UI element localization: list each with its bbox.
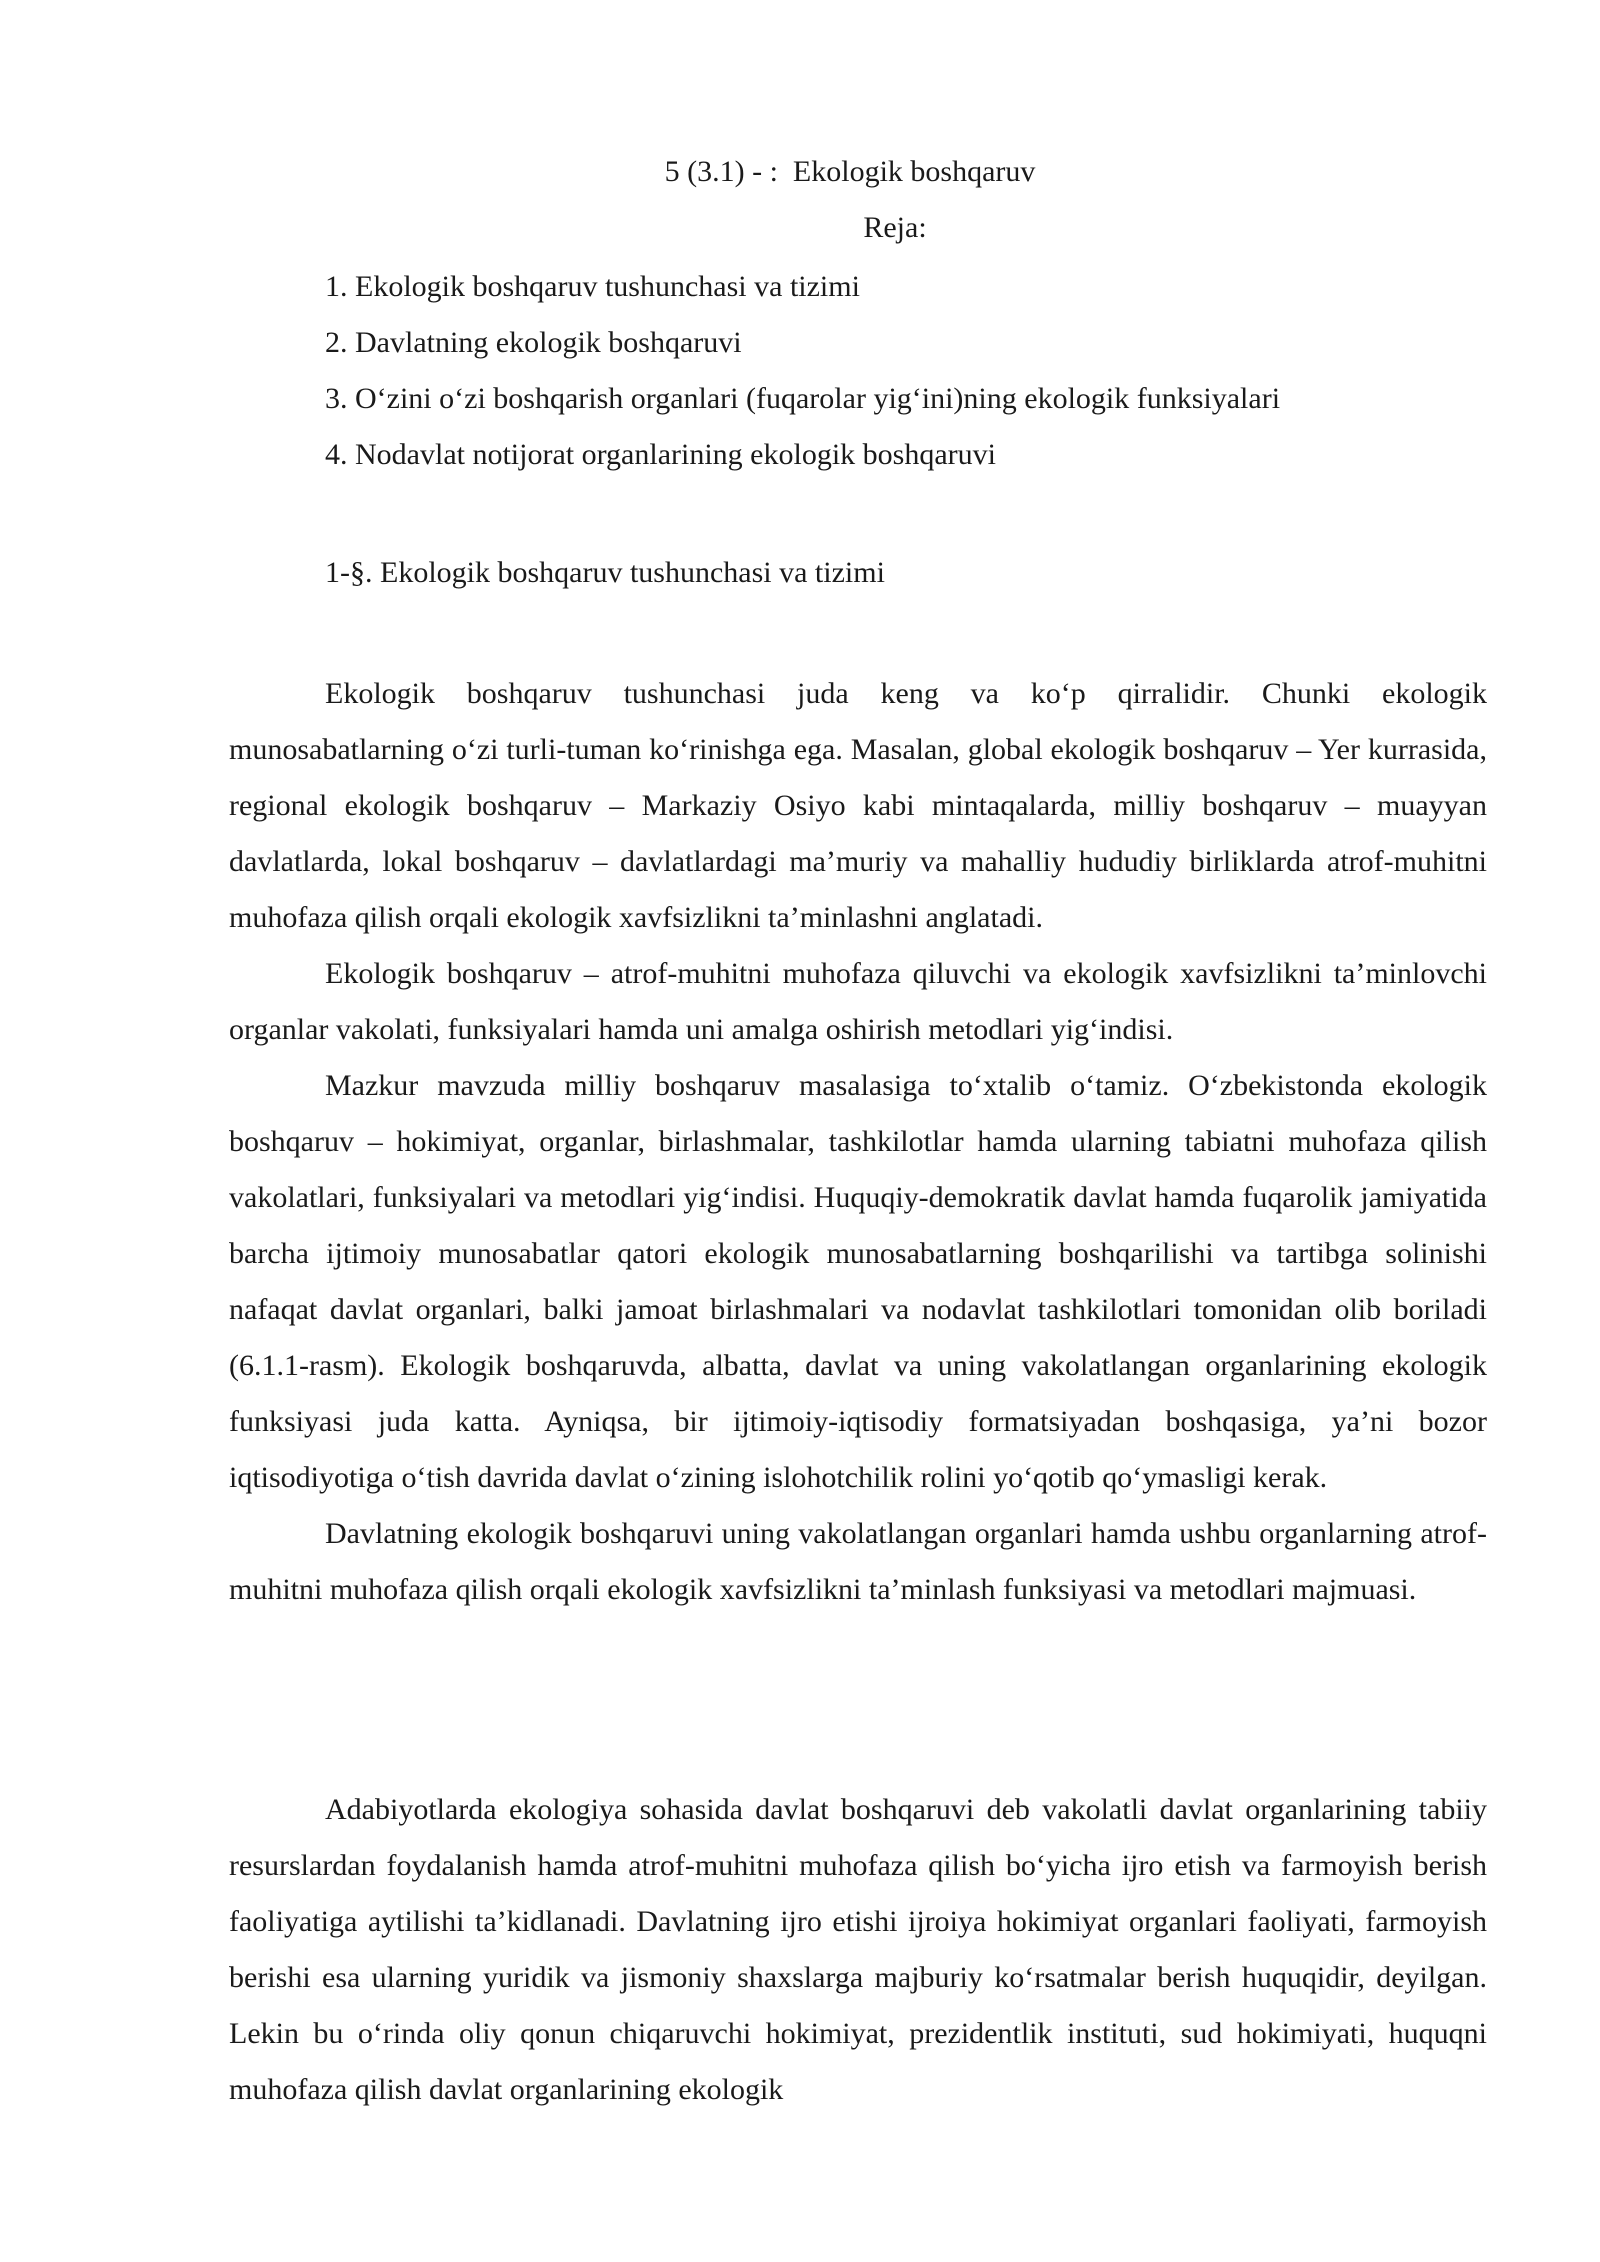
paragraph: Davlatning ekologik boshqaruvi uning vakolatlangan organlari hamda ushbu organlarning atrof-muhitni muhofaza qilish orqali ekologik xavfsizlikni ta’minlash funksiyasi va metodlari majmuasi. <box>229 1517 1487 1606</box>
plan-heading: Reja: <box>863 211 927 244</box>
paragraph: Mazkur mavzuda milliy boshqaruv masalasiga to‘xtalib o‘tamiz. O‘zbekistonda ekologik boshqaruv – hokimiyat, organlar, birlashmalar, tashkilotlar hamda ularning tabiatni muhofaza qilish vakolatlari, funksiyalari va metodlari yig‘indisi. Huquqiy-demokratik davlat hamda fuqarolik jamiyatida barcha ijtimoiy munosabatlar qatori ekologik munosabatlarning boshqarilishi va tartibga solinishi nafaqat davlat organlari, balki jamoat birlashmalari va nodavlat tashkilotlari tomonidan olib boriladi (6.1.1-rasm). Ekologik boshqaruvda, albatta, davlat va uning vakolatlangan organlarining ekologik funksiyasi juda katta. Ayniqsa, bir ijtimoiy-iqtisodiy formatsiyadan boshqasiga, ya’ni bozor iqtisodiyotiga o‘tish davrida davlat o‘zining islohotchilik rolini yo‘qotib qo‘ymasligi kerak. <box>229 1069 1487 1494</box>
plan-item: 1. Ekologik boshqaruv tushunchasi va tizimi <box>325 270 860 303</box>
paragraph: Ekologik boshqaruv – atrof-muhitni muhofaza qiluvchi va ekologik xavfsizlikni ta’minlovchi organlar vakolati, funksiyalari hamda uni amalga oshirish metodlari yig‘indisi. <box>229 957 1487 1046</box>
paragraph: Adabiyotlarda ekologiya sohasida davlat boshqaruvi deb vakolatli davlat organlarining tabiiy resurslardan foydalanish hamda atrof-muhitni muhofaza qilish bo‘yicha ijro etish va farmoyish berish faoliyatiga aytilishi ta’kidlanadi. Davlatning ijro etishi ijroiya hokimiyat organlari faoliyati, farmoyish berishi esa ularning yuridik va jismoniy shaxslarga majburiy ko‘rsatmalar berish huquqidir, deyilgan. Lekin bu o‘rinda oliy qonun chiqaruvchi hokimiyat, prezidentlik instituti, sud hokimiyati, huquqni muhofaza qilish davlat organlarining ekologik <box>229 1793 1487 2106</box>
body-block-1 <box>229 666 1487 1618</box>
body-block-2 <box>229 1782 1487 2118</box>
document-title: 5 (3.1) - : Ekologik boshqaruv <box>664 155 1036 188</box>
paragraph: Ekologik boshqaruv tushunchasi juda keng va ko‘p qirralidir. Chunki ekologik munosabatlarning o‘zi turli-tuman ko‘rinishga ega. Masalan, global ekologik boshqaruv – Yer kurrasida, regional ekologik boshqaruv – Markaziy Osiyo kabi mintaqalarda, milliy boshqaruv – muayyan davlatlarda, lokal boshqaruv – davlatlardagi ma’muriy va mahalliy hududiy birliklarda atrof-muhitni muhofaza qilish orqali ekologik xavfsizlikni ta’minlashni anglatadi. <box>229 677 1487 934</box>
plan-item: 2. Davlatning ekologik boshqaruvi <box>325 326 742 359</box>
plan-item: 4. Nodavlat notijorat organlarining ekologik boshqaruvi <box>325 438 996 471</box>
section-heading: 1-§. Ekologik boshqaruv tushunchasi va tizimi <box>325 556 885 589</box>
plan-item: 3. O‘zini o‘zi boshqarish organlari (fuqarolar yig‘ini)ning ekologik funksiyalari <box>325 382 1281 415</box>
plan-list <box>325 259 1525 483</box>
